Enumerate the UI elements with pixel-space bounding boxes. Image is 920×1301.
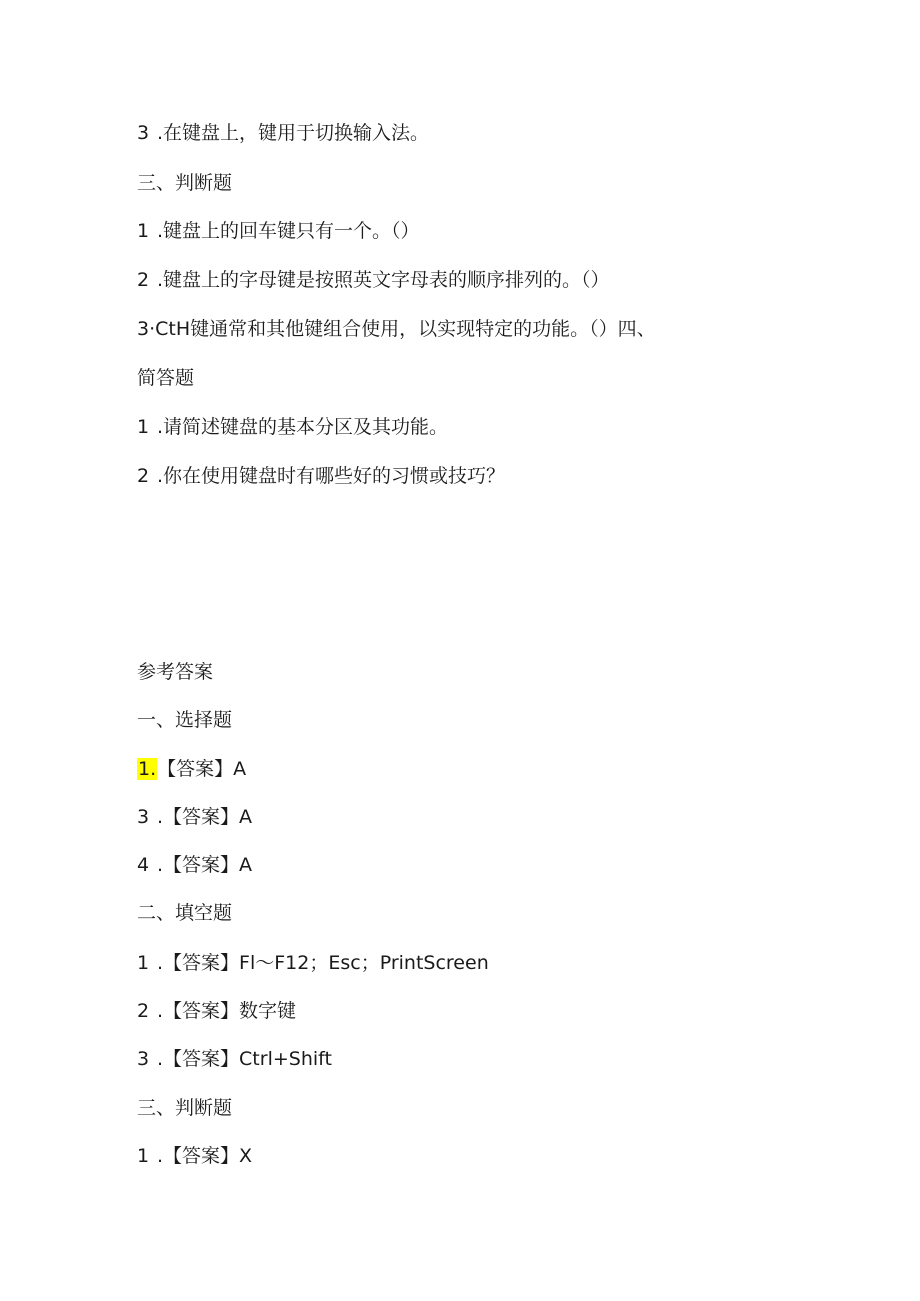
section-heading-judge-answers: 三、判断题 (137, 1097, 233, 1119)
section-heading-judge: 三、判断题 (137, 172, 233, 194)
choice-answer-1 (137, 757, 246, 781)
item-number: 1 (137, 416, 150, 438)
item-number: 3 (137, 806, 150, 828)
choice-answer-3 (137, 805, 252, 829)
item-text: .【答案】X (157, 1145, 253, 1167)
item-text: .请简述键盘的基本分区及其功能。 (157, 416, 449, 438)
choice-answer-4 (137, 853, 252, 877)
item-text: .键盘上的字母键是按照英文字母表的顺序排列的。（） (157, 269, 610, 291)
item-number: 4 (137, 854, 150, 876)
section-heading-choice: 一、选择题 (137, 709, 233, 731)
judge-question-2 (137, 268, 610, 292)
fill-answer-1 (137, 951, 489, 975)
item-number: 3 (137, 122, 150, 144)
item-text: .【答案】数字键 (157, 1000, 297, 1022)
answers-title: 参考答案 (137, 661, 214, 683)
item-number: 1 (137, 1145, 150, 1167)
item-text: .键盘上的回车键只有一个。（） (157, 220, 420, 242)
item-text: .【答案】Fl～F12；Esc；PrintScreen (157, 952, 489, 974)
item-text: .你在使用键盘时有哪些好的习惯或技巧？ (157, 465, 506, 487)
short-question-1 (137, 415, 448, 439)
fill-answer-3 (137, 1047, 332, 1071)
judge-question-3: 3·CtH键通常和其他键组合使用，以实现特定的功能。（）四、 (137, 318, 656, 340)
item-number: 2 (137, 1000, 150, 1022)
item-number: 2 (137, 269, 150, 291)
short-question-2 (137, 464, 505, 488)
fill-answer-2 (137, 999, 296, 1023)
item-text: .【答案】A (157, 854, 253, 876)
fill-question-3 (137, 121, 429, 145)
judge-question-1 (137, 219, 420, 243)
highlighted-item-number: 1. (138, 758, 157, 780)
item-number: 2 (137, 465, 150, 487)
item-number: 3 (137, 1048, 150, 1070)
item-text: .在键盘上，键用于切换输入法。 (157, 122, 430, 144)
item-text: 【答案】A (157, 758, 247, 780)
section-heading-fill: 二、填空题 (137, 902, 233, 924)
section-heading-short-answer: 简答题 (137, 367, 195, 389)
item-number: 1 (137, 220, 150, 242)
item-number: 1 (137, 952, 150, 974)
judge-answer-1 (137, 1144, 252, 1168)
item-text: .【答案】Ctrl+Shift (157, 1048, 332, 1070)
item-text: .【答案】A (157, 806, 253, 828)
